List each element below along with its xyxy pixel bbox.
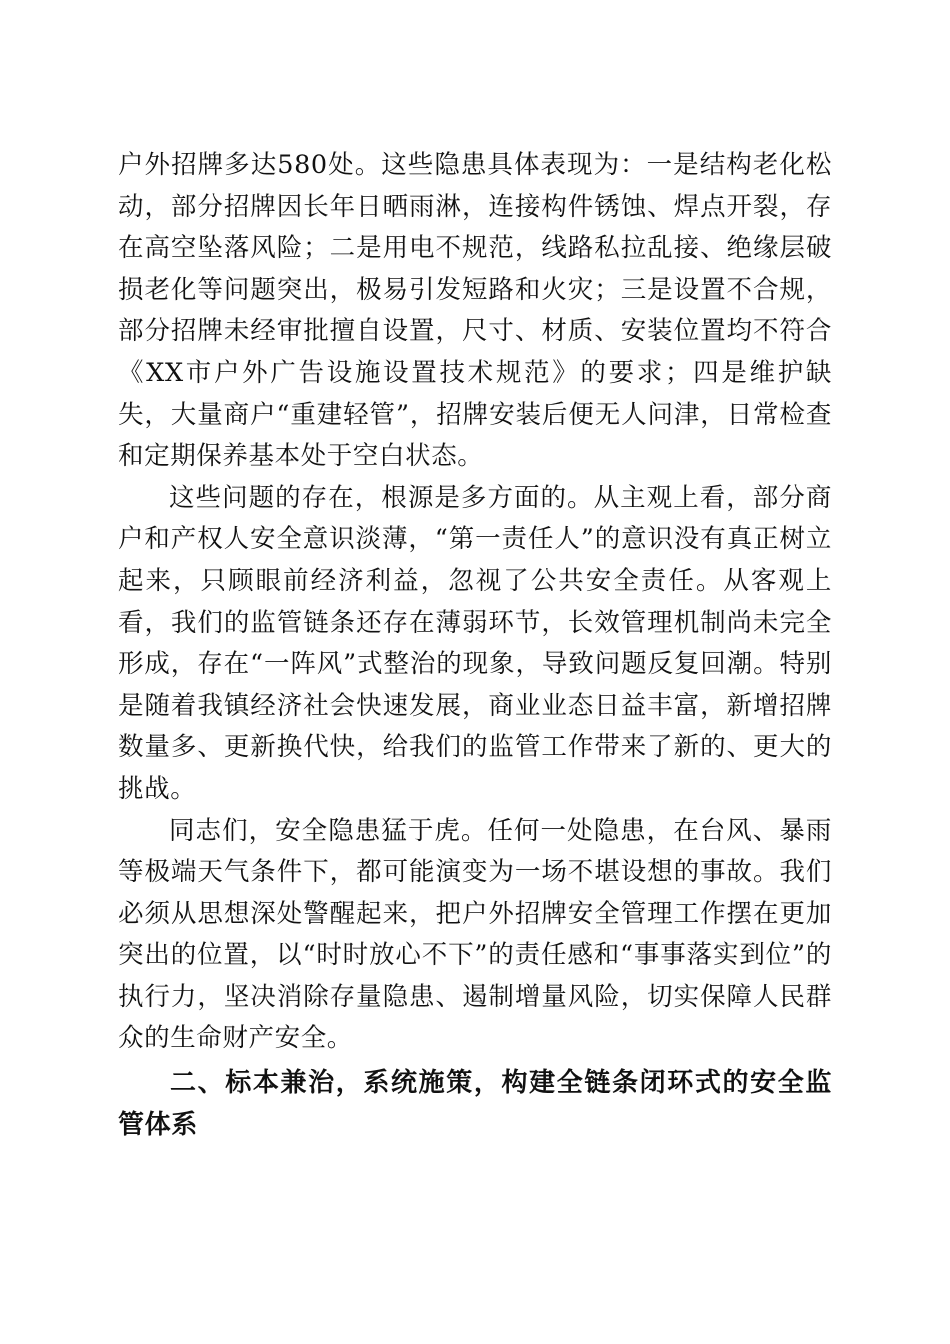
paragraph-hazard-details: 户外招牌多达580处。这些隐患具体表现为：一是结构老化松动，部分招牌因长年日晒雨淋，连接构件锈蚀、焊点开裂，存在高空坠落风险；二是用电不规范，线路私拉乱接、绝缘层破损老化等问题突出，极易引发短路和火灾；三是设置不合规，部分招牌未经审批擅自设置，尺寸、材质、安装位置均不符合《XX市户外广告设施设置技术规范》的要求；四是维护缺失，大量商户“重建轻管”，招牌安装后便无人问津，日常检查和定期保养基本处于空白状态。 bbox=[118, 150, 832, 472]
document-body bbox=[118, 145, 832, 1146]
paragraph-call-to-action: 同志们，安全隐患猛于虎。任何一处隐患，在台风、暴雨等极端天气条件下，都可能演变为一场不堪设想的事故。我们必须从思想深处警醒起来，把户外招牌安全管理工作摆在更加突出的位置，以“时时放心不下”的责任感和“事事落实到位”的执行力，坚决消除存量隐患、遏制增量风险，切实保障人民群众的生命财产安全。 bbox=[118, 815, 832, 1054]
section-heading: 二、标本兼治，系统施策，构建全链条闭环式的安全监管体系 bbox=[118, 1068, 832, 1141]
paragraph-root-causes: 这些问题的存在，根源是多方面的。从主观上看，部分商户和产权人安全意识淡薄，“第一责任人”的意识没有真正树立起来，只顾眼前经济利益，忽视了公共安全责任。从客观上看，我们的监管链条还存在薄弱环节，长效管理机制尚未完全形成，存在“一阵风”式整治的现象，导致问题反复回潮。特别是随着我镇经济社会快速发展，商业业态日益丰富，新增招牌数量多、更新换代快，给我们的监管工作带来了新的、更大的挑战。 bbox=[118, 482, 832, 804]
